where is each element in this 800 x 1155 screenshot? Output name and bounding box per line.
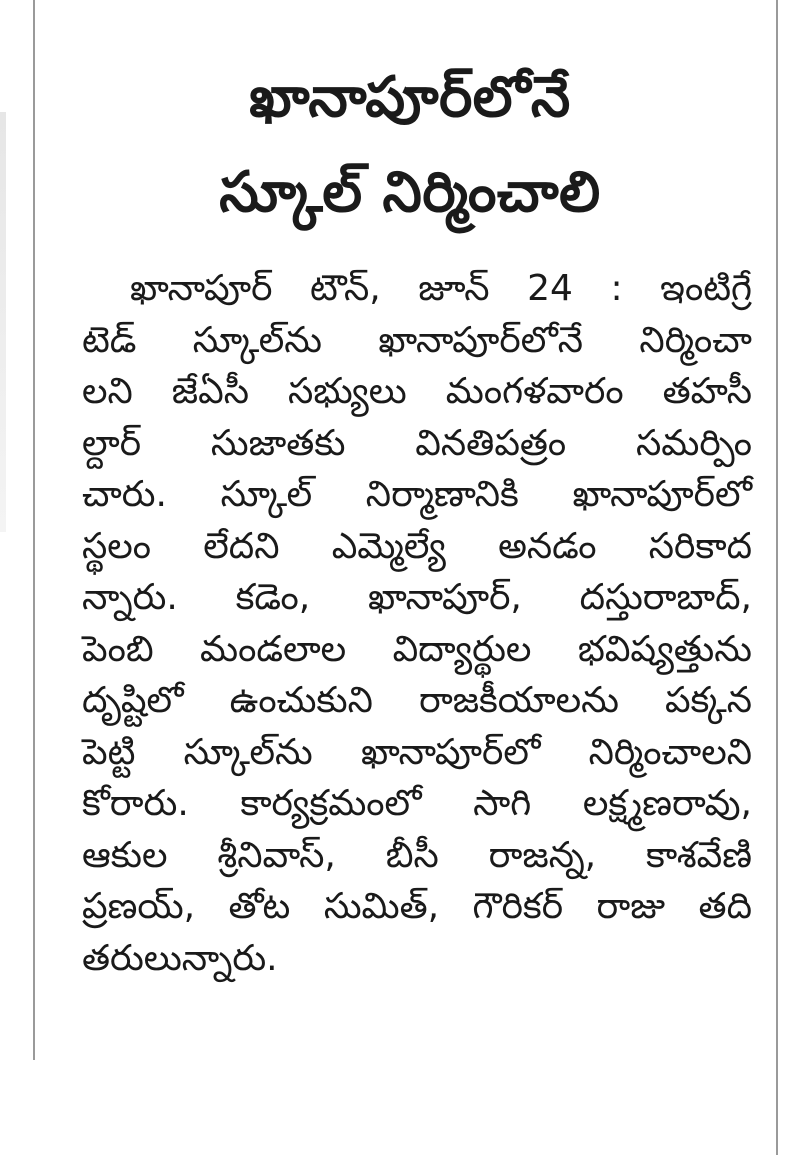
body-line: దృష్టిలో ఉంచుకుని రాజకీయాలను పక్కన: [82, 680, 752, 721]
body-line: పెట్టి స్కూల్‌ను ఖానాపూర్‌లో నిర్మించాలని: [82, 731, 752, 773]
body-line: ఆకుల శ్రీనివాస్, బీసీ రాజన్న, కాశవేణి: [82, 834, 752, 876]
body-line: లని జేఏసీ సభ్యులు మంగళవారం తహసీ: [82, 371, 752, 412]
column-rule-right: [776, 0, 778, 1155]
headline-line-2: స్కూల్ నిర్మించాలి: [219, 160, 601, 225]
body-line: పెంబి మండలాల విద్యార్థుల భవిష్యత్తును: [82, 628, 752, 670]
body-line: ఖానాపూర్ టౌన్, జూన్ 24 : ఇంటిగ్రే: [130, 268, 752, 309]
body-line: న్నారు. కడెం, ఖానాపూర్, దస్తురాబాద్,: [82, 577, 752, 618]
body-line: ప్రణయ్, తోట సుమిత్, గౌరికర్ రాజు తది: [82, 886, 752, 927]
page-edge-shadow: [0, 112, 6, 532]
body-line: స్థలం లేదని ఎమ్మెల్యే అనడం సరికాద: [82, 525, 752, 567]
article-body: [82, 263, 752, 984]
body-line: టెడ్ స్కూల్‌ను ఖానాపూర్‌లోనే నిర్మించా: [82, 319, 752, 361]
headline-line-1: ఖానాపూర్‌లోనే: [249, 65, 571, 130]
body-line: చారు. స్కూల్ నిర్మాణానికి ఖానాపూర్‌లో: [82, 474, 752, 515]
news-article: [70, 50, 750, 240]
column-rule-left: [33, 0, 35, 1060]
body-line: ల్దార్ సుజాతకు వినతిపత్రం సమర్పిం: [82, 422, 752, 464]
body-line: కోరారు. కార్యక్రమంలో సాగి లక్ష్మణరావు,: [82, 783, 752, 824]
body-line-last: తరులున్నారు.: [82, 937, 278, 979]
